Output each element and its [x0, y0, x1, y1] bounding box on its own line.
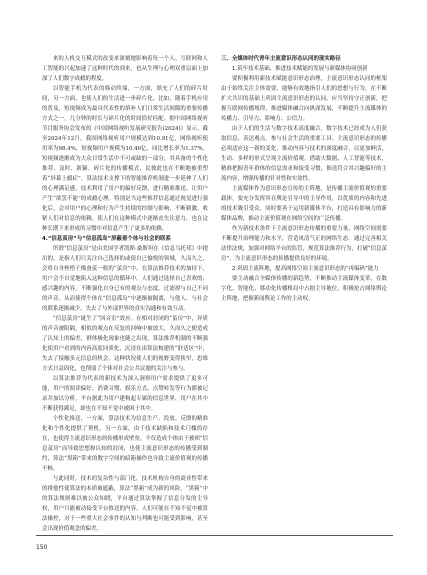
body-paragraph: 作为新技术条件下主流意识形态传播的重要力量，网络空间需要不断提升治理能力和水平，营造风清气正的网络生态。通过完善相关法律法规，加强对网络平台的监管，规范算法推荐行为，打破“信息茧房”，为主流意识形态的传播提供良好的环境。	[221, 226, 387, 262]
section-heading: 4.“信息茧房”与“信息孤岛”屏蔽着个体与社会的联系	[42, 236, 171, 242]
body-paragraph: 以智能手机为代表的移动终端，一方面，填充了人们的碎片时间，另一方面，也使人们的生活进一步碎片化。比如，随着手机应用的普及，短视频成为最具代表性的填补人们日常生活间隙的重要传播方式之一，几分钟的时长与碎片化的时间恰好匹配。据中国网络视听节目服务协会发布的《中国网络视听发展研究报告(2024)》显示，截至2024年12月，我国网络视听用户规模达到10.91亿，网络视听使用率为98.4%，短视频用户规模为10.40亿，同比增长率为1.37%。短视频逐渐成为大众日常生活中不可或缺的一部分，其具备的个性化推荐、及时、新颖、碎片化的传播模式，民彼此也在不断地被重塑着“屏幕上瘾症”。算法技术支撑下的智能推荐机制进一步延伸了人们的心理满足感，技术利用了用户的偏好反馈，进行精准推送，让用户产生“欲罢不能”的成瘾心理。特别是当这些推荐信息通过视觉进行强化后，会对用户的心理和行为产生持续的控制与影响，不断刺激、收紧人们对信息的依赖，使人们在这种模式中逐渐丧失注意力，也在这种长期下来形成的习惯中对信息产生了更多的依赖。	[42, 86, 208, 232]
body-paragraph: 以算法推荐为代表的新技术为深入洞察用户需求提供了更多可能，用户的阅读偏好、消费习惯、娱乐方式、点赞转发等行为都被记录并加以分析，平台据此为用户建构起专属的信息世界，用户在其中不断获得满足，却也在不知不觉中被困于其中。	[42, 376, 208, 412]
body-paragraph: “信息茧房”诞生了“回音室”效应。在相对封闭的“茧房”中，异质的声音被阻隔，相似的观点在反复的回响中被放大，久而久之便造成了认知上的偏差，群体极化现象也随之出现。算法推荐机制的不断强化使用户看到的内容高度同质化，沉浸在由算法构建的“舒适区”中，失去了接触多元信息的机会。这种状况使人们的视野变得狭窄，思维方式日益固化，也削弱了个体对社会公共议题的关注与参与。	[42, 316, 208, 372]
footer-rule	[36, 535, 393, 536]
body-paragraph: 要积极利用新技术赋能意识形态治理，主流意识形态认同的框架由于始终关注主体需要，能够有效地指引人们的思想与行为，在不断扩大共识的基础上巩固主流意识形态的认同。应当坚持守正创新，把握互联网传播规律，推进媒体融合向纵深发展，不断提升主流媒体的传播力、引导力、影响力、公信力。	[221, 76, 387, 122]
body-paragraph: 所谓“信息茧房”是由美国学者凯斯·桑斯坦在《信息乌托邦》中提出的，是指人们只关注自己选择的或使自己愉悦的领域，久而久之，会将自身桎梏于像蚕茧一般的“茧房”中。在算法推荐技术的加持下，用户会不自觉地陷入这种信息的循环中。人们通过选择自己喜欢的、感兴趣的内容，不断强化自身已有的观点与态度，过滤掉与自己不同的声音。从而使得个体在“信息孤岛”中逐渐被隔离，与他人、与社会的联系逐渐减少，失去了与外部世界的真实沟通和有效互动。	[42, 246, 208, 312]
body-paragraph: 由于人们的生活与数字技术高度融合，数字技术已经成为人们获取信息、表达观点、参与社会生活的重要工具。主流意识形态的传播必须适应这一新的变化，推动内容与技术的深度融合，以更加鲜活、生动、多样的形式呈现主流价值观。借助大数据、人工智能等技术，精准把握青年群体的信息需求和接受习惯，推送符合其兴趣偏好的主流内容，增强传播的针对性和实效性。	[221, 126, 387, 182]
article-body	[42, 54, 387, 534]
body-paragraph: 来的人机交互模式的改变来深刻地影响着每一个人。互联网和人工智能的兴起加速了这种时代的到来，也从生理与心理双重层面上加深了人们数字成瘾的程度。	[42, 56, 208, 82]
body-paragraph: 个性化推送，一方面，算法技术为信息生产、投放、反馈的精准化和个性化提供了契机，另一方面，由于技术缺陷和技术门槛的存在，也使得主流意识形态的传播形成壁垒。不仅造成个体由于被困“信息茧房”而导致思想和认知的封闭，也使主流意识形态的传播受到制约，算法“黑箱”带来的数字空间的暗箱操作也导致主流价值观的传播不畅。	[42, 416, 208, 472]
subsection-heading: 1.筑牢技术基础，推进技术赋能的发展与新媒体协同创新	[231, 66, 368, 72]
body-paragraph: 主流媒体作为意识形态宣传的主阵地，是传播主流价值观的重要载体，要充分发挥其在舆论引导中的主导作用，以优质的内容和先进的技术吸引受众。同时要善于运用新媒体平台，打造具有影响力的新媒体品牌，推动主流价值观在网络空间的广泛传播。	[221, 186, 387, 222]
body-paragraph: 要主动融合全媒体传播的新趋势，不断推动主流媒体变革，在数字化、智能化、移动化传播格局中占据主导地位，积极抢占网络舆论主阵地，把握新闻舆论工作的主动权。	[221, 276, 387, 302]
section-heading: 三、全媒体时代青年主流意识形态认同的现实路径	[221, 56, 341, 62]
page-number: 150	[36, 544, 48, 551]
body-paragraph: 与此同时，技术的复杂性与部门化，技术机构自身的商业性带来的排他性使算法的本质被遮蔽，算法“黑箱”成为新的风险。“黑箱”中的算法规则难以被公众知晓，平台通过算法掌握了信息分发的主导权，用户只能被动接受平台推送的内容。人们可能在不知不觉中被算法操控，对于一些重大社会事件的认知与判断也可能受到影响，甚至会出现价值观念的偏差。	[42, 476, 208, 532]
subsection-heading: 2.巩固主流阵地，提高网络空间主流意识形态的“再编码”能力	[231, 266, 379, 272]
